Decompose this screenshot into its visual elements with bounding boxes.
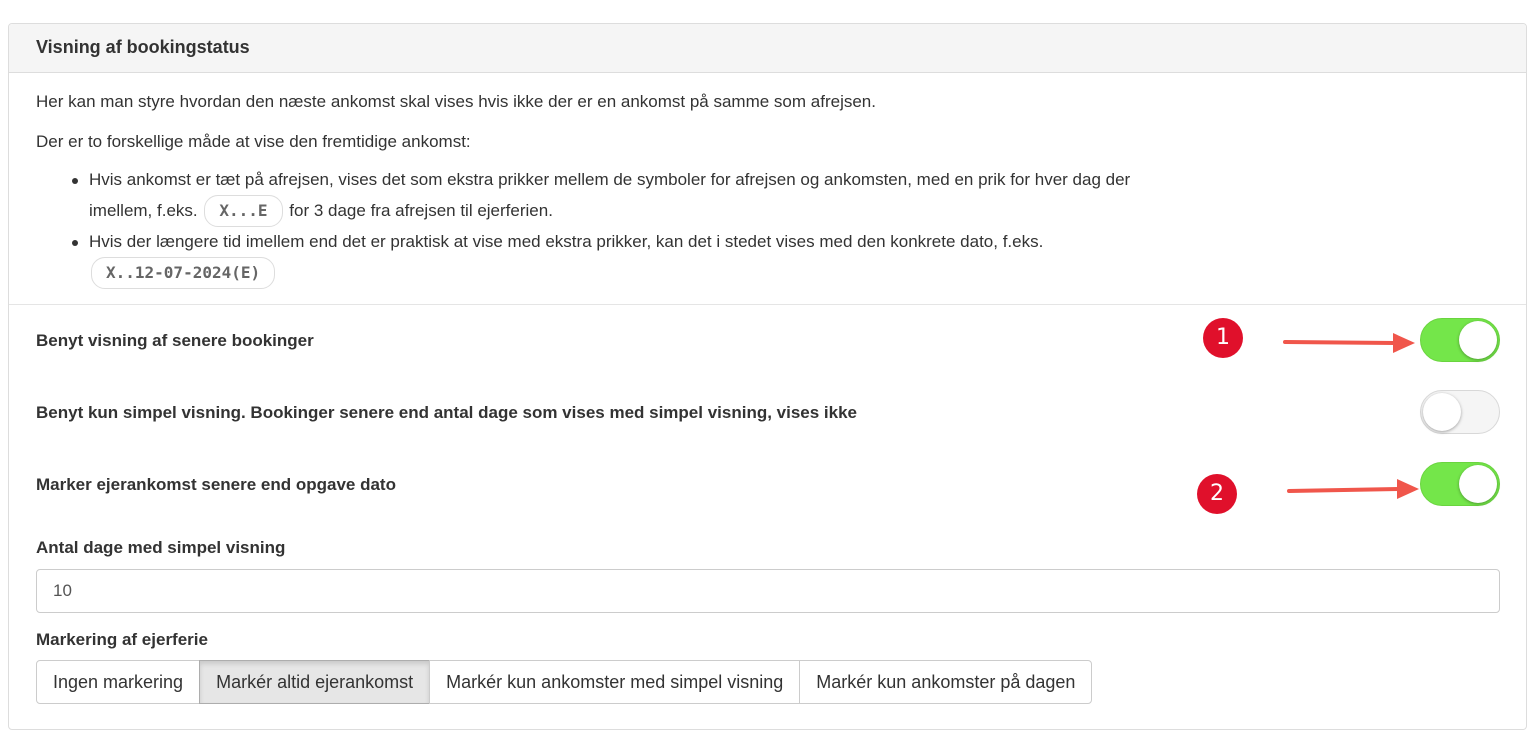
marking-option-always[interactable]: Markér altid ejerankomst [199,660,430,704]
toggle-later-bookings[interactable] [1420,318,1500,362]
bullet-text-after: for 3 dage fra afrejsen til ejerferien. [289,201,553,220]
toggle-knob [1459,465,1497,503]
bullet-text-before: Hvis ankomst er tæt på afrejsen, vises det som ekstra prikker mellem de symboler for afrejsen og ankomsten, med en prik for hver dag der imellem, f.eks. [89,170,1131,220]
toggle-label-owner-arrival: Marker ejerankomst senere end opgave dato [36,475,396,494]
example-list [36,165,1179,289]
intro-line-1: Her kan man styre hvordan den næste ankomst skal vises hvis ikke der er en ankomst på samme som afrejsen. [36,92,876,111]
list-item [89,227,1179,289]
example-code: X..12-07-2024(E) [91,257,275,289]
annotation-arrow-icon [1283,331,1417,355]
divider [9,304,1526,305]
list-item [89,165,1179,227]
toggle-owner-arrival[interactable] [1420,462,1500,506]
marking-label: Markering af ejerferie [36,630,208,649]
example-code: X...E [204,195,282,227]
annotation-badge-2: 2 [1197,474,1237,514]
marking-option-simple-view[interactable]: Markér kun ankomster med simpel visning [429,660,800,704]
intro-line-2: Der er to forskellige måde at vise den fremtidige ankomst: [36,132,471,151]
marking-option-on-day[interactable]: Markér kun ankomster på dagen [799,660,1092,704]
toggle-knob [1423,393,1461,431]
marking-option-none[interactable]: Ingen markering [36,660,200,704]
panel-title: Visning af bookingstatus [9,24,1526,73]
bullet-text-before: Hvis der længere tid imellem end det er praktisk at vise med ekstra prikker, kan det i stedet vises med den konkrete dato, f.eks. [89,232,1044,251]
days-input[interactable] [36,569,1500,613]
toggle-label-simple-view-only: Benyt kun simpel visning. Bookinger senere end antal dage som vises med simpel visning, vises ikke [36,403,858,422]
toggle-simple-view-only[interactable] [1420,390,1500,434]
marking-button-group [36,660,1092,704]
days-field-label: Antal dage med simpel visning [36,538,286,557]
toggle-knob [1459,321,1497,359]
annotation-badge-1: 1 [1203,318,1243,358]
toggle-label-later-bookings: Benyt visning af senere bookinger [36,331,314,350]
booking-status-panel [8,23,1527,730]
annotation-arrow-icon [1287,478,1421,502]
intro-text [9,73,1526,289]
